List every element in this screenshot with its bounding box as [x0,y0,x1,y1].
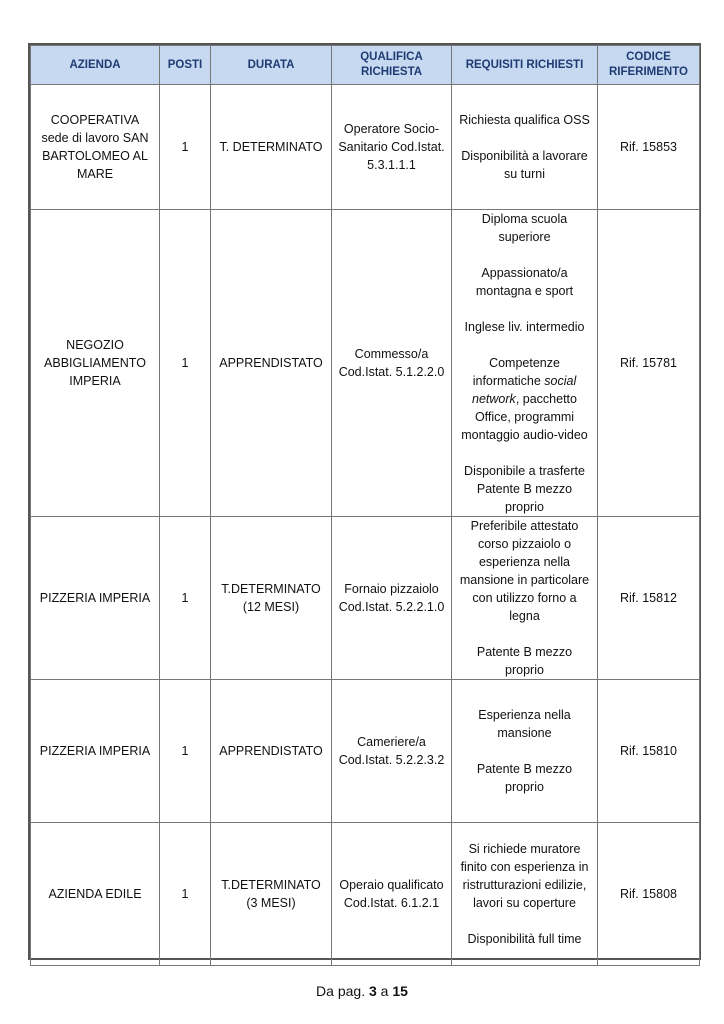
cell-codice: Rif. 15812 [598,517,700,680]
cell-azienda: NEGOZIO ABBIGLIAMENTO IMPERIA [31,210,160,517]
requirement-line: Disponibilità a lavorare su turni [461,149,588,181]
cell-azienda: COOPERATIVA sede di lavoro SAN BARTOLOMEO AL MARE [31,85,160,210]
requirement-line: Disponibile a trasferte [464,464,585,478]
cell-qualifica: Operaio qualificato Cod.Istat. 6.1.2.1 [332,823,452,966]
requirement-line: Patente B mezzo proprio [476,645,573,677]
header-azienda: AZIENDA [31,46,160,85]
requirement-spacer [457,246,592,264]
requirement-line: Richiesta qualifica OSS [459,113,590,127]
requirement-spacer [457,912,592,930]
requirement-line: Preferibile attestato corso pizzaiolo o esperienza nella mansione in particolare con utilizzo forno a legna [459,519,590,623]
table-header-row [31,46,700,85]
requirement-line: Appassionato/a montagna e sport [475,266,574,298]
footer-middle: a [376,983,393,999]
cell-posti: 1 [160,517,211,680]
cell-durata: T. DETERMINATO [211,85,332,210]
cell-requisiti [452,85,598,210]
requirement-italic-text: social network [472,374,577,406]
cell-durata: T.DETERMINATO (12 MESI) [211,517,332,680]
cell-requisiti [452,680,598,823]
cell-durata: APPRENDISTATO [211,210,332,517]
table-row [31,823,700,966]
footer-prefix: Da pag. [316,983,369,999]
cell-posti: 1 [160,680,211,823]
requirement-line: Disponibilità full time [467,932,582,946]
cell-posti: 1 [160,85,211,210]
requirement-line [457,354,592,444]
requirement-spacer [457,336,592,354]
requirement-line: Esperienza nella mansione [478,708,571,740]
table-row [31,85,700,210]
requirement-text: , pacchetto Office, programmi montaggio audio-video [461,392,588,442]
requirement-line: Diploma scuola superiore [481,212,568,244]
requirement-spacer [457,625,592,643]
cell-azienda: PIZZERIA IMPERIA [31,517,160,680]
cell-qualifica: Commesso/a Cod.Istat. 5.1.2.2.0 [332,210,452,517]
job-listing-page [28,43,701,960]
cell-qualifica: Fornaio pizzaiolo Cod.Istat. 5.2.2.1.0 [332,517,452,680]
cell-durata: APPRENDISTATO [211,680,332,823]
header-qualifica: QUALIFICA RICHIESTA [332,46,452,85]
table-row [31,680,700,823]
requirement-text: Competenze informatiche [472,356,560,388]
requirement-line: Patente B mezzo proprio [476,762,573,794]
cell-azienda: AZIENDA EDILE [31,823,160,966]
requirement-spacer [457,129,592,147]
cell-posti: 1 [160,823,211,966]
footer-total-pages: 15 [392,983,408,999]
requirement-spacer [457,444,592,462]
header-codice: CODICE RIFERIMENTO [598,46,700,85]
page-footer [0,983,724,999]
table-row [31,517,700,680]
cell-codice: Rif. 15808 [598,823,700,966]
requirement-line: Inglese liv. intermedio [464,320,585,334]
table-row [31,210,700,517]
header-durata: DURATA [211,46,332,85]
header-requisiti: REQUISITI RICHIESTI [452,46,598,85]
cell-qualifica: Operatore Socio-Sanitario Cod.Istat. 5.3.1.1.1 [332,85,452,210]
requirement-spacer [457,742,592,760]
cell-posti: 1 [160,210,211,517]
cell-requisiti [452,210,598,517]
header-posti: POSTI [160,46,211,85]
cell-azienda: PIZZERIA IMPERIA [31,680,160,823]
cell-qualifica: Cameriere/a Cod.Istat. 5.2.2.3.2 [332,680,452,823]
cell-durata: T.DETERMINATO (3 MESI) [211,823,332,966]
cell-codice: Rif. 15853 [598,85,700,210]
requirement-spacer [457,300,592,318]
footer-current-page: 3 [368,983,377,999]
cell-codice: Rif. 15810 [598,680,700,823]
requirement-line: Si richiede muratore finito con esperienza in ristrutturazioni edilizie, lavori su coperture [460,842,589,910]
requirement-line: Patente B mezzo proprio [476,482,573,514]
cell-requisiti [452,823,598,966]
cell-requisiti [452,517,598,680]
cell-codice: Rif. 15781 [598,210,700,517]
job-offers-table [30,45,700,966]
